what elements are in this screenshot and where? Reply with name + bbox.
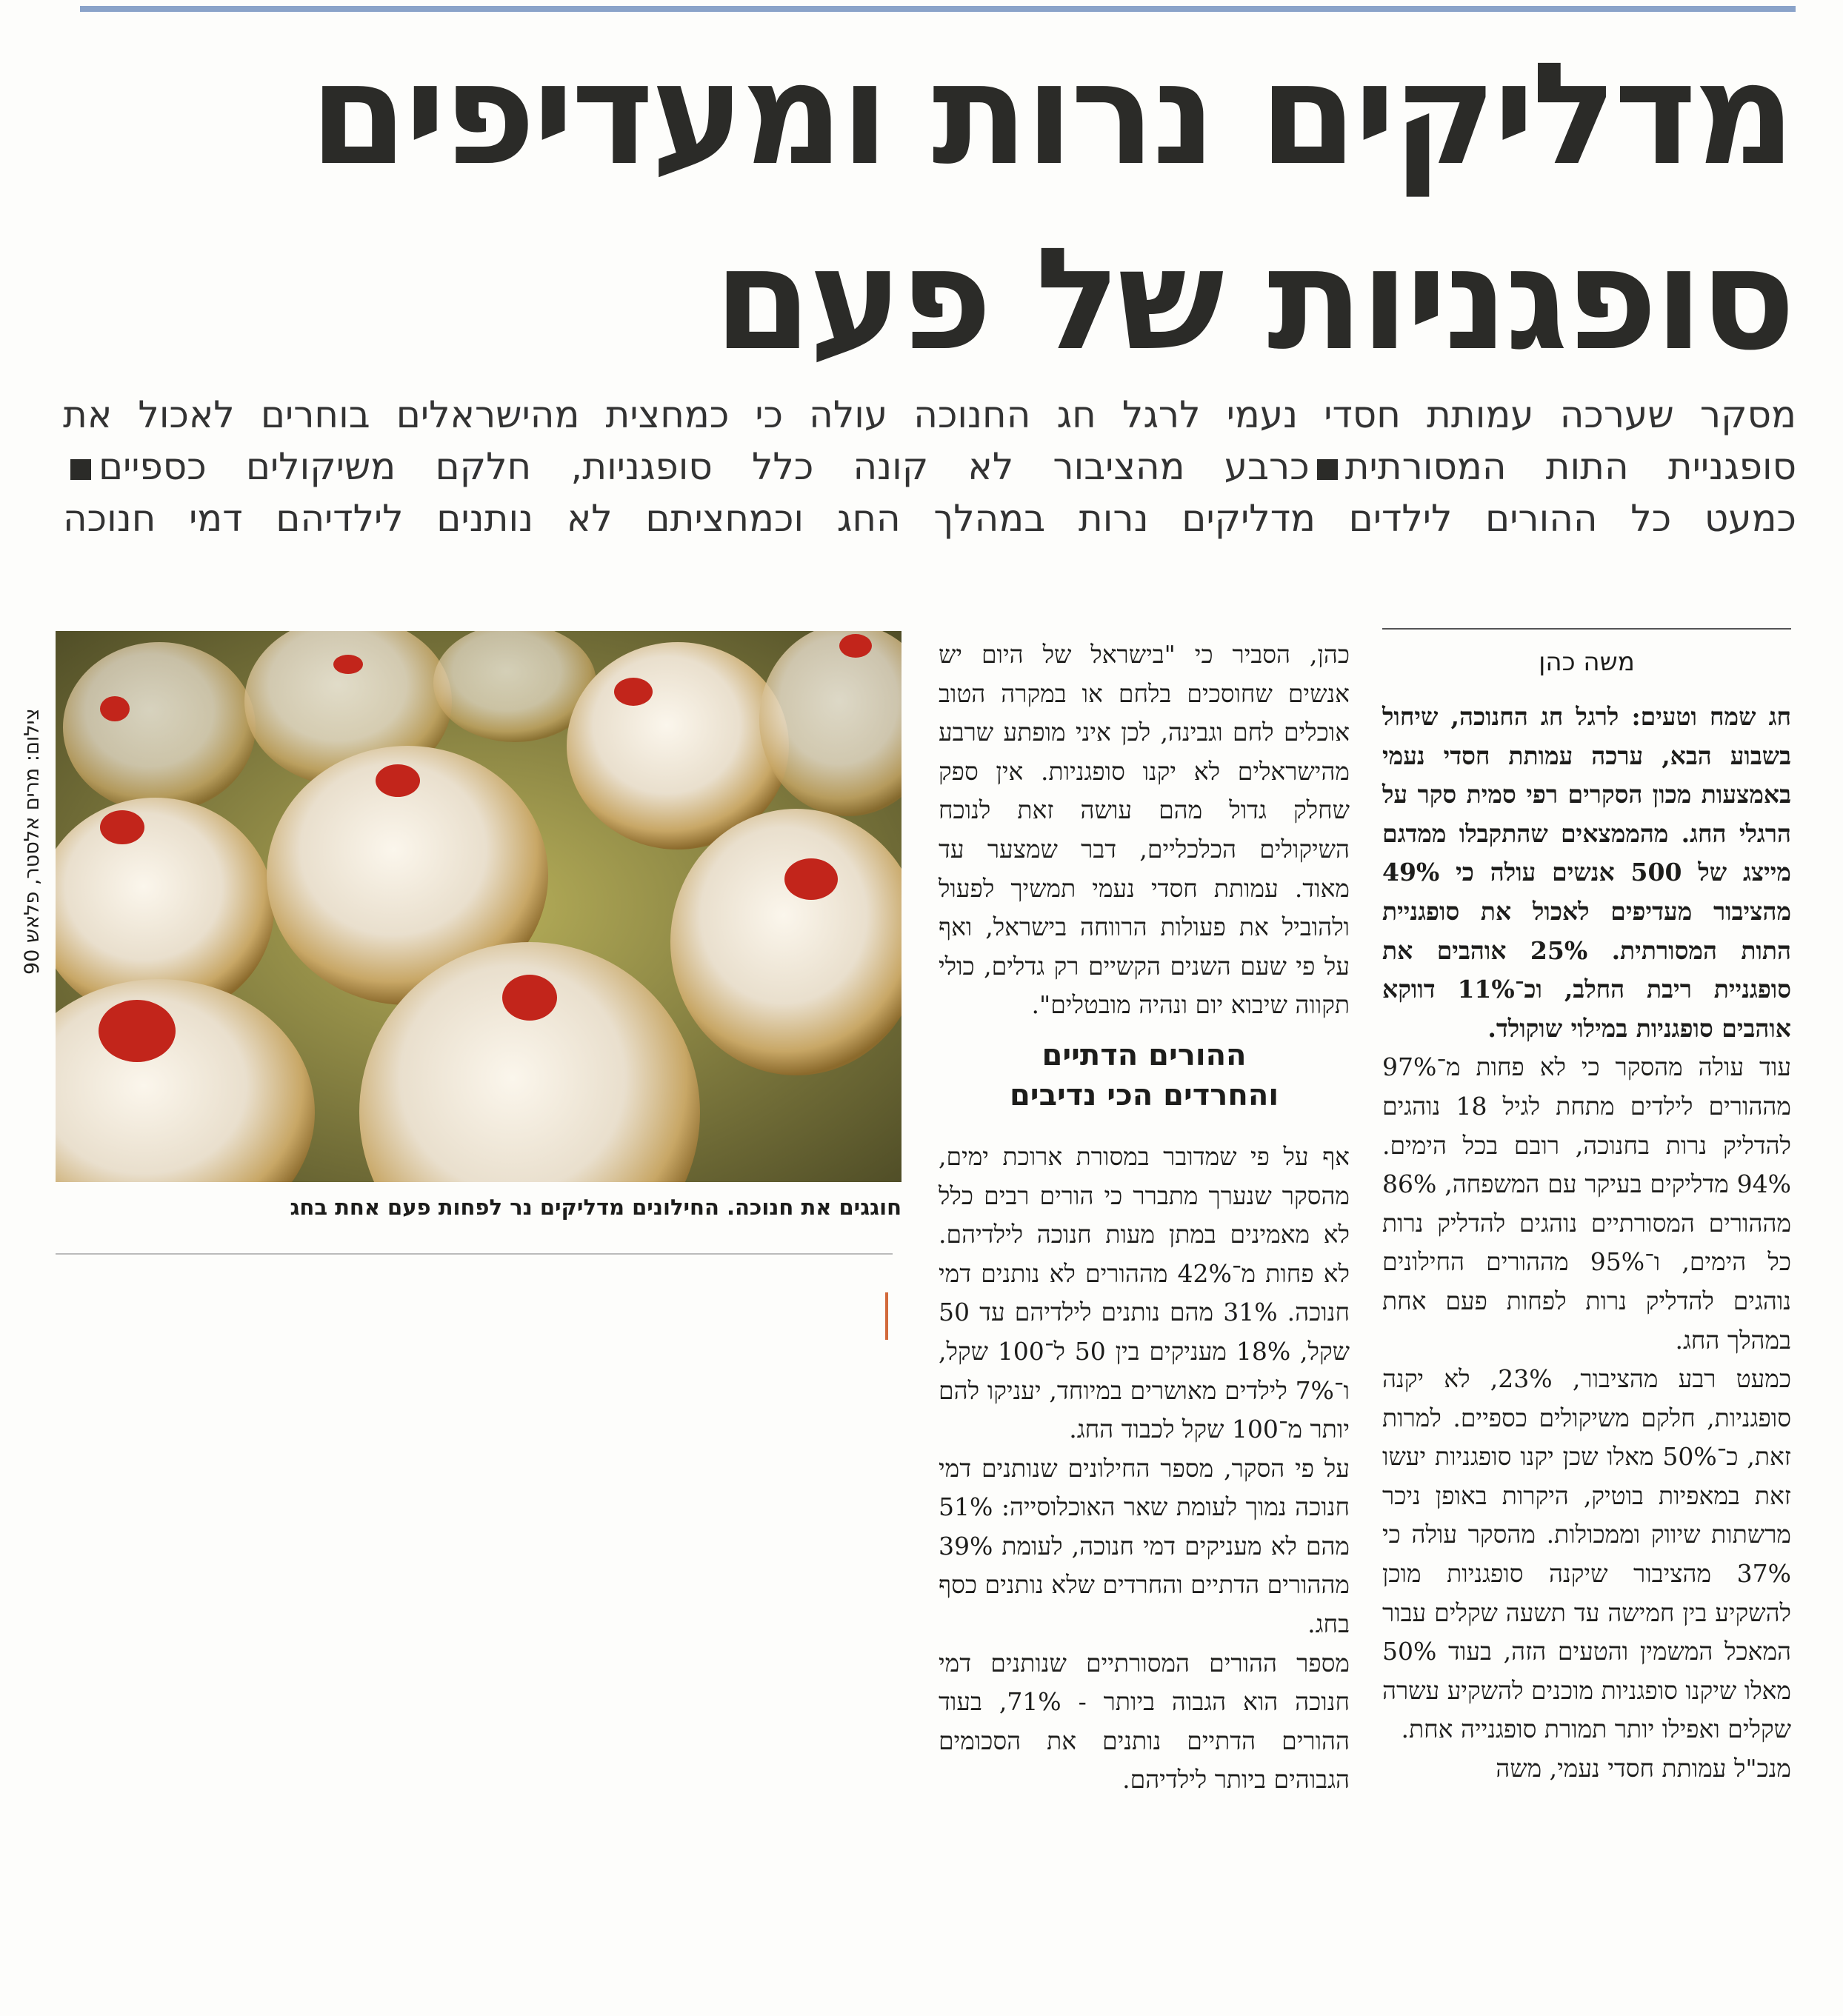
doughnuts-illustration	[56, 631, 901, 1182]
subhead-line-1: מסקר שערכה עמותת חסדי נעמי לרגל חג החנוכה עולה כי כמחצית מהישראלים בוחרים לאכול את	[63, 393, 1796, 436]
doughnuts-photo	[56, 631, 901, 1182]
article-column-1	[1382, 628, 1791, 1789]
article-column-2	[939, 635, 1350, 1800]
subhead	[63, 389, 1796, 544]
column1-paragraph-3: כמעט רבע מהציבור, 23%, לא יקנה סופגניות, חלקם משיקולים כספיים. למרות זאת, כ־50% מאלו שכן יקנו סופגניות יעשו זאת במאפיות בוטיק, היקרות באופן ניכר מרשתות שיווק וממכולות. מהסקר עולה כי 37% מהציבור שיקנה סופגניות מוכן להשקיע בין חמישה עד תשעה שקלים עבור המאכל המשמין והטעים הזה, בעוד 50% מאלו שיקנו סופגניות מוכנים להשקיע עשרה שקלים ואפילו יותר תמורת סופגנייה אחת.	[1382, 1364, 1792, 1744]
column2-paragraph-2: אף על פי שמדובר במסורת ארוכת ימים, מהסקר שנערך מתברר כי הורים רבים כלל לא מאמינים במתן מעות חנוכה לילדיהם. לא פחות מ־42% מההורים לא נותנים דמי חנוכה. 31% מהם נותנים לילדיהם עד 50 שקל, 18% מעניקים בין 50 ל־100 שקל, ו־7% לילדים מאושרים במיוחד, יעניקו להם יותר מ־100 שקל לכבוד החג.	[939, 1141, 1350, 1444]
photo-caption: חוגגים את חנוכה. החילונים מדליקים נר לפחות פעם אחת בחג	[290, 1195, 901, 1220]
photo-credit: צילום: מרים אלסטר, פלאש 90	[21, 708, 44, 975]
crosshead	[939, 1035, 1350, 1115]
lead-paragraph	[1382, 698, 1791, 1048]
lead-title: חג שמח וטעים:	[1631, 702, 1791, 731]
column2-paragraph-1: כהן, הסביר כי "בישראל של היום יש אנשים שחוסכים בלחם או במקרה הטוב אוכלים לחם וגבינה, לכן איני מופתע שרבע מהישראלים לא יקנו סופגניות. אין ספק שחלק גדול מהם עושה זאת לנוכח השיקולים הכלכליים, דבר שמצער עד מאוד. עמותת חסדי נעמי תמשיך לפעול ולהוביל את פעולות הרווחה בישראל, ואף על פי שעם השנים הקשיים רק גדלים, כולי תקווה שיבוא יום ונהיה מובטלים".	[939, 640, 1350, 1020]
subhead-line-3: כמעט כל ההורים לילדים מדליקים נרות במהלך החג וכמחציתם לא נותנים לילדיהם דמי חנוכה	[63, 497, 1796, 540]
bullet-square-icon	[1317, 459, 1338, 480]
subhead-line-2a: סופגניית התות המסורתית	[1344, 445, 1797, 488]
box-side-mark	[885, 1292, 888, 1340]
top-rule	[80, 6, 1796, 12]
column2-paragraph-3: על פי הסקר, מספר החילונים שנותנים דמי חנוכה נמוך לעומת שאר האוכלוסייה: 51% מהם לא מעניקים דמי חנוכה, לעומת 39% מההורים הדתיים והחרדים שלא נותנים כסף בחג.	[939, 1453, 1350, 1639]
column1-paragraph-4: מנכ"ל עמותת חסדי נעמי, משה	[1496, 1754, 1791, 1783]
subhead-line-2b: כרבע מהציבור לא קונה כלל סופגניות, חלקם משיקולים כספיים	[99, 445, 1310, 488]
byline: משה כהן	[1539, 647, 1635, 677]
headline-line-2: סופגניות של פעם	[713, 218, 1793, 381]
lead-body: לרגל חג החנוכה, שיחול בשבוע הבא, ערכה עמותת חסדי נעמי באמצעות מכון הסקרים רפי סמית סקר על הרגלי החג. מהממצאים שהתקבלו ממדגם מייצג של 500 אנשים עולה כי 49% מהציבור מעדיפים לאכול את סופגניית התות המסורתית. 25% אוהבים את סופגניית ריבת החלב, וכ־11% דווקא אוהבים סופגניות במילוי שוקולד.	[1382, 702, 1792, 1043]
column2-paragraph-4: מספר ההורים המסורתיים שנותנים דמי חנוכה הוא הגבוה ביותר - 71%, בעוד ההורים הדתיים נותנים את הסכומים הגבוהים ביותר לילדיהם.	[939, 1648, 1350, 1795]
subhead-line-2	[63, 441, 1796, 493]
headline-line-1: מדליקים נרות ומעדיפים	[309, 33, 1793, 196]
headline	[89, 22, 1793, 393]
crosshead-line-1: ההורים הדתיים	[1042, 1038, 1247, 1072]
crosshead-line-2: והחרדים הכי נדיבים	[1009, 1078, 1279, 1112]
column1-paragraph-2: עוד עולה מהסקר כי לא פחות מ־97% מההורים לילדים מתחת לגיל 18 נוהגים להדליק נרות בחנוכה, רובם בכל הימים. 94% מדליקים בעיקר עם המשפחה, 86% מההורים המסורתיים נוהגים להדליק נרות כל הימים, ו־95% מההורים החילונים נוהגים להדליק נרות לפחות פעם אחת במהלך החג.	[1382, 1052, 1791, 1355]
bullet-square-icon	[70, 459, 91, 480]
box-top-rule	[56, 1253, 893, 1255]
byline-rule	[1382, 628, 1791, 630]
